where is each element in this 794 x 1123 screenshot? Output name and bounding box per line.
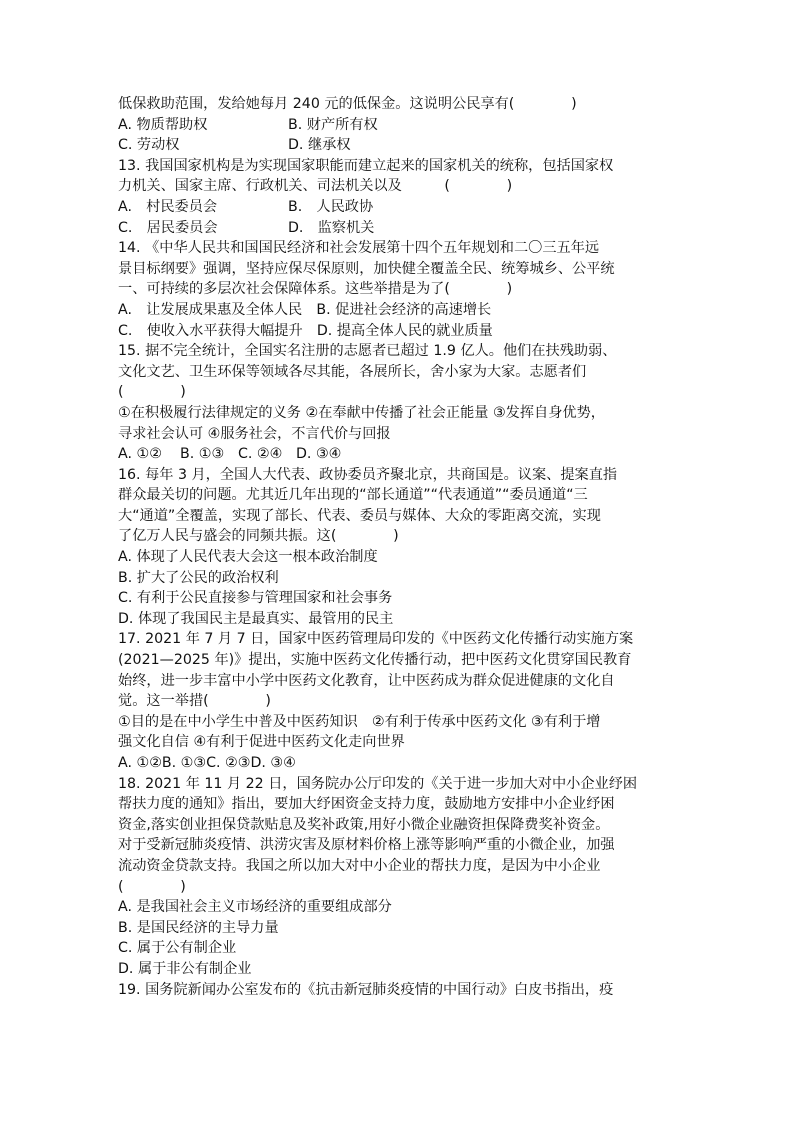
question-text: 文化文艺、卫生环保等领域各尽其能，各展所长，舍小家为大家。志愿者们 [118,363,587,380]
question-text: 低保救助范围，发给她每月 240 元的低保金。这说明公民享有( ) [118,96,577,112]
option-c: C. 劳动权 [118,137,180,154]
question-text: 始终，进一步丰富中小学中医药文化教育，让中医药成为群众促进健康的文化自 [118,672,615,689]
question-12 [118,94,684,156]
option-a: A. ①② [118,446,162,463]
question-text: 流动资金贷款支持。我国之所以加大对中小企业的帮扶力度，是因为中小企业 [118,857,601,874]
question-text: 群众最关切的问题。尤其近几年出现的“部长通道”“代表通道”“委员通道“三 [118,487,588,504]
question-19 [118,980,684,1001]
option-c: C. ②④ [238,446,283,463]
option-d: D. 属于非公有制企业 [118,960,252,977]
question-13 [118,156,684,238]
question-text: 力机关、国家主席、行政机关、司法机关以及 ( ) [118,178,513,195]
option-a: A. 物质帮助权 [118,116,208,133]
question-text: 大“通道”全覆盖，实现了部长、代表、委员与媒体、大众的零距离交流，实现 [118,507,601,524]
options-row [118,135,684,156]
options-row [118,218,684,239]
question-text: 对于受新冠肺炎疫情、洪涝灾害及原材料价格上涨等影响严重的小微企业，加强 [118,837,615,854]
question-text: 景目标纲要》强调，坚持应保尽保原则，加快健全覆盖全民、统筹城乡、公平统 [118,260,615,277]
options-row [118,115,684,136]
question-text: 觉。这一举措( ) [118,693,271,710]
option-b: B. 财产所有权 [288,116,378,133]
question-text: 14. 《中华人民共和国国民经济和社会发展第十四个五年规划和二〇三五年远 [118,240,600,257]
question-text: 19. 国务院新闻办公室发布的《抗击新冠肺炎疫情的中国行动》白皮书指出，疫 [118,981,614,998]
option-a: A. 是我国社会主义市场经济的重要组成部分 [118,899,392,916]
option-b: B. 人民政协 [288,198,374,215]
answer-blank: ( ) [118,384,186,401]
options-row-ab: A. 让发展成果惠及全体人民 B. 促进社会经济的高速增长 [118,301,492,318]
option-d: D. 继承权 [288,137,351,154]
statement-list: 强文化自信 ④有利于促进中医药文化走向世界 [118,734,405,751]
option-a: A. 村民委员会 [118,198,218,215]
option-d: D. ③④ [296,446,342,463]
question-text: 13. 我国国家机构是为实现国家职能而建立起来的国家机关的统称，包括国家权 [118,157,614,174]
question-text: 18. 2021 年 11 月 22 日，国务院办公厅印发的《关于进一步加大对中小企业纾困 [118,775,638,792]
statement-list: ①在积极履行法律规定的义务 ②在奉献中传播了社会正能量 ③发挥自身优势， [118,404,605,421]
options-row: A. ①②B. ①③C. ②③D. ③④ [118,755,296,771]
question-18 [118,774,684,980]
options-row [118,444,684,465]
question-15 [118,341,684,465]
option-d: D. 监察机关 [288,219,375,236]
statement-list: ①目的是在中小学生中普及中医药知识 ②有利于传承中医药文化 ③有利于增 [118,713,601,730]
statement-list: 寻求社会认可 ④服务社会，不言代价与回报 [118,425,391,442]
option-d: D. 体现了我国民主是最真实、最管用的民主 [118,610,394,627]
option-c: C. 有利于公民直接参与管理国家和社会事务 [118,590,393,607]
question-14 [118,238,684,341]
option-b: B. 是国民经济的主导力量 [118,919,279,936]
question-text: 17. 2021 年 7 月 7 日，国家中医药管理局印发的《中医药文化传播行动实施方案 [118,631,634,648]
option-c: C. 属于公有制企业 [118,940,237,957]
document-page [118,94,684,1000]
question-text: 了亿万人民与盛会的同频共振。这( ) [118,528,399,545]
option-b: B. ①③ [180,446,225,463]
option-a: A. 体现了人民代表大会这一根本政治制度 [118,549,378,566]
question-text: (2021—2025 年)》提出，实施中医药文化传播行动，把中医药文化贯穿国民教育 [118,652,632,669]
question-text: 一、可持续的多层次社会保障体系。这些举措是为了( ) [118,281,513,298]
options-row [118,197,684,218]
question-text: 资金,落实创业担保贷款贴息及奖补政策,用好小微企业融资担保降费奖补资金。 [118,816,610,833]
question-text: 16. 每年 3 月，全国人大代表、政协委员齐聚北京，共商国是。议案、提案直指 [118,466,618,483]
question-text: 帮扶力度的通知》指出，要加大纾困资金支持力度，鼓励地方安排中小企业纾困 [118,796,615,813]
question-text: 15. 据不完全统计，全国实名注册的志愿者已超过 1.9 亿人。他们在扶残助弱、 [118,343,617,360]
options-row-cd: C. 使收入水平获得大幅提升 D. 提高全体人民的就业质量 [118,322,493,339]
option-b: B. 扩大了公民的政治权利 [118,569,279,586]
question-17 [118,629,684,773]
question-16 [118,465,684,630]
answer-blank: ( ) [118,878,186,895]
option-c: C. 居民委员会 [118,219,218,236]
